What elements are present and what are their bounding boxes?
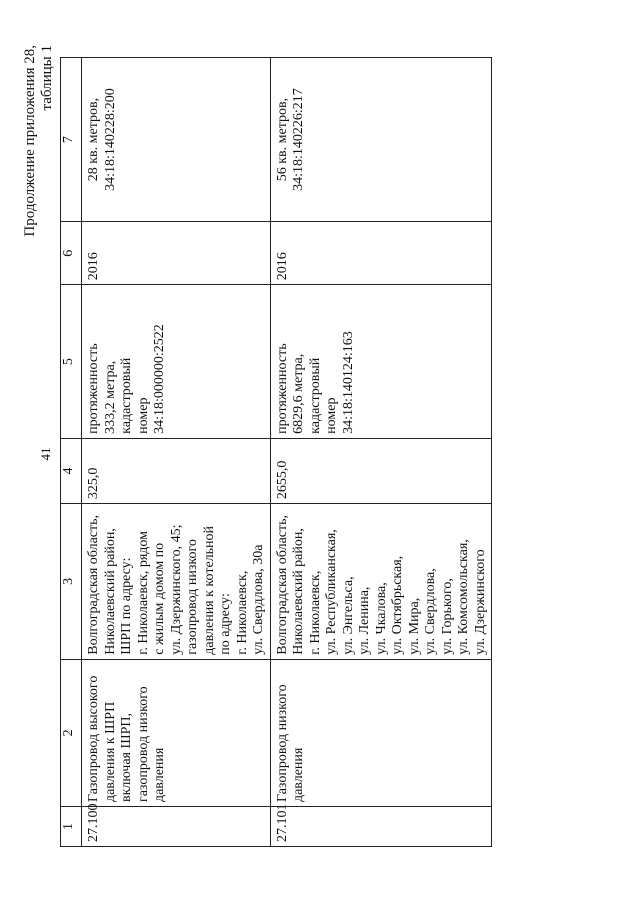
row-number: 27.100	[82, 807, 271, 847]
row-number: 27.101	[270, 807, 492, 847]
object-address: Волгоградская область, Николаевский район, ШРП по адресу: г. Николаевск, рядом с жилым домом по ул. Дзержинского, 45; газопровод низкого давления к котельной по адресу: г. Николаевск, ул. Свердлова, 30а	[82, 504, 271, 660]
object-value: 325,0	[82, 438, 271, 503]
header-row	[61, 58, 82, 847]
continuation-label: Продолжение приложения 28, таблицы 1	[22, 45, 55, 237]
object-name: Газопровод низкого давления	[270, 659, 492, 806]
object-year: 2016	[82, 222, 271, 285]
object-name: Газопровод высокого давления к ШРП включая ШРП, газопровод низкого давления	[82, 659, 271, 806]
object-note: 56 кв. метров, 34:18:140226:217	[270, 58, 492, 222]
object-year: 2016	[270, 222, 492, 285]
column-header-7: 7	[61, 58, 82, 222]
object-characteristics: протяженность 333,2 метра, кадастровый номер 34:18:000000:2522	[82, 285, 271, 439]
column-header-2: 2	[61, 659, 82, 806]
object-address: Волгоградская область, Николаевский район, г. Николаевск, ул. Республиканская, ул. Энгельса, ул. Ленина, ул. Чкалова, ул. Октябрьская, ул. Мира, ул. Свердлова, ул. Горького, ул. Комсомольская, ул. Дзержинского	[270, 504, 492, 660]
column-header-6: 6	[61, 222, 82, 285]
table-row	[82, 58, 271, 847]
object-note: 28 кв. метров, 34:18:140228:200	[82, 58, 271, 222]
page-number: 41	[38, 447, 53, 461]
object-value: 2655,0	[270, 438, 492, 503]
table-row	[270, 58, 492, 847]
property-table	[60, 57, 492, 847]
column-header-1: 1	[61, 807, 82, 847]
column-header-3: 3	[61, 504, 82, 660]
column-header-4: 4	[61, 438, 82, 503]
object-characteristics: протяженность 6829,6 метра, кадастровый номер 34:18:140124:163	[270, 285, 492, 439]
column-header-5: 5	[61, 285, 82, 439]
